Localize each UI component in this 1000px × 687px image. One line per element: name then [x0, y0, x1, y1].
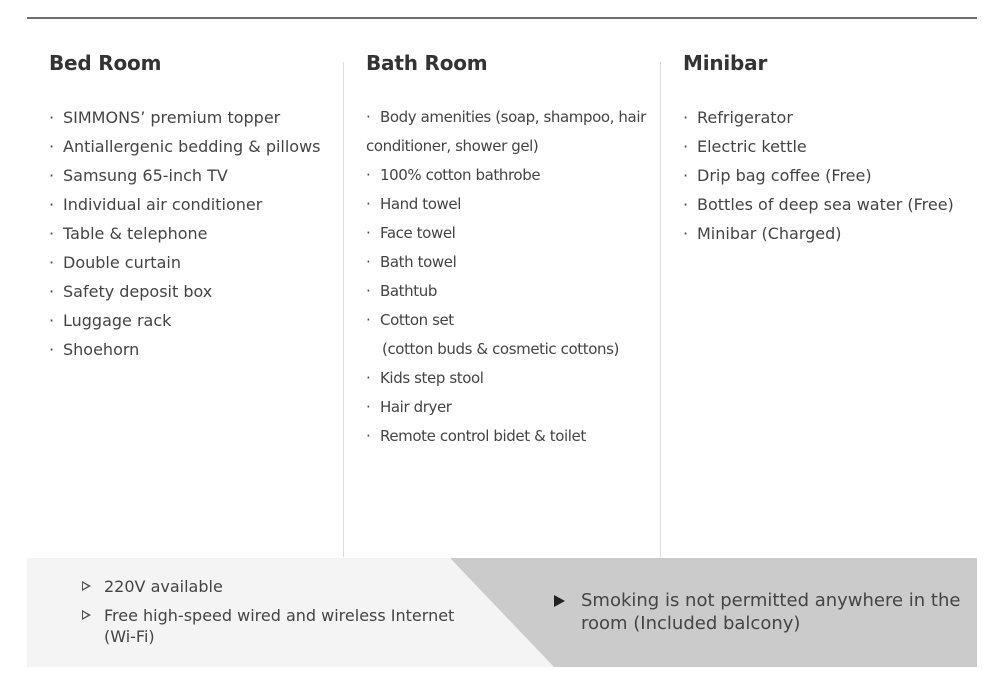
list-item-text: Face towel [380, 224, 456, 242]
bullet-dot: · [49, 195, 55, 214]
list-item-text: SIMMONS’ premium topper [63, 108, 281, 127]
list-item-text: Double curtain [63, 253, 181, 272]
triangle-outline-icon [82, 581, 91, 591]
bullet-dot: · [49, 253, 55, 272]
bullet-dot: · [366, 166, 371, 184]
top-rule [27, 17, 977, 19]
list-item-text: Cotton set [380, 311, 454, 329]
column-divider [660, 62, 661, 557]
bullet-dot: · [49, 108, 55, 127]
bullet-dot: · [366, 195, 371, 213]
minibar-title: Minibar [683, 51, 768, 75]
bath-room-title: Bath Room [366, 51, 488, 75]
list-item [366, 393, 656, 422]
note-item [82, 605, 462, 647]
bullet-dot: · [49, 282, 55, 301]
list-item-text-continued: (cotton buds & cosmetic cottons) [382, 340, 619, 358]
list-item-text: Drip bag coffee (Free) [697, 166, 872, 185]
column-divider [343, 62, 344, 557]
list-item-text: Safety deposit box [63, 282, 213, 301]
list-item [49, 219, 339, 248]
list-item [366, 103, 656, 161]
list-item [683, 219, 977, 248]
bed-room-title: Bed Room [49, 51, 162, 75]
bullet-dot: · [683, 224, 689, 243]
list-item [49, 161, 339, 190]
list-item-text: Shoehorn [63, 340, 140, 359]
note-item-text: Free high-speed wired and wireless Internet (Wi-Fi) [104, 606, 455, 646]
list-item-text: Individual air conditioner [63, 195, 263, 214]
bullet-dot: · [683, 137, 689, 156]
list-item [683, 161, 977, 190]
list-item [366, 422, 656, 451]
list-item [49, 277, 339, 306]
bullet-dot: · [683, 166, 689, 185]
bed-room-list [49, 103, 339, 364]
list-item-text: Body amenities (soap, shampoo, hair [380, 108, 646, 126]
list-item-text: Samsung 65-inch TV [63, 166, 228, 185]
list-item [683, 103, 977, 132]
list-item-text: Bath towel [380, 253, 457, 271]
list-item [366, 306, 656, 364]
bullet-dot: · [366, 427, 371, 445]
bed-room-section [49, 50, 339, 359]
list-item [366, 219, 656, 248]
list-item-text: Table & telephone [63, 224, 208, 243]
list-item-text: Remote control bidet & toilet [380, 427, 586, 445]
list-item [683, 132, 977, 161]
smoking-notice [554, 589, 977, 635]
list-item-text: Electric kettle [697, 137, 807, 156]
list-item-text: Hand towel [380, 195, 461, 213]
minibar-section [683, 50, 977, 243]
bullet-dot: · [366, 253, 371, 271]
list-item-text: Antiallergenic bedding & pillows [63, 137, 321, 156]
list-item [366, 190, 656, 219]
bullet-dot: · [683, 195, 689, 214]
triangle-solid-icon [554, 595, 565, 607]
list-item [49, 335, 339, 364]
bullet-dot: · [683, 108, 689, 127]
bullet-dot: · [366, 311, 371, 329]
bullet-dot: · [49, 224, 55, 243]
bullet-dot: · [366, 369, 371, 387]
bullet-dot: · [366, 398, 371, 416]
bullet-dot: · [49, 137, 55, 156]
list-item-text: Bottles of deep sea water (Free) [697, 195, 954, 214]
notes-band [27, 558, 977, 667]
list-item [366, 364, 656, 393]
notes-list [82, 576, 462, 655]
bath-room-section [366, 50, 656, 445]
smoking-notice-text: Smoking is not permitted anywhere in the room (Included balcony) [581, 590, 961, 634]
note-item-text: 220V available [104, 577, 223, 596]
bullet-dot: · [49, 166, 55, 185]
bullet-dot: · [49, 311, 55, 330]
list-item [366, 248, 656, 277]
list-item [683, 190, 977, 219]
list-item [49, 132, 339, 161]
bath-room-list [366, 103, 656, 451]
bullet-dot: · [366, 108, 371, 126]
list-item-text: Hair dryer [380, 398, 452, 416]
list-item-text: Minibar (Charged) [697, 224, 842, 243]
list-item-text: Luggage rack [63, 311, 172, 330]
list-item-text: 100% cotton bathrobe [380, 166, 541, 184]
list-item-text: Bathtub [380, 282, 437, 300]
list-item [49, 190, 339, 219]
bullet-dot: · [366, 224, 371, 242]
list-item [49, 248, 339, 277]
list-item-text: Kids step stool [380, 369, 484, 387]
bullet-dot: · [49, 340, 55, 359]
bullet-dot: · [366, 282, 371, 300]
triangle-outline-icon [82, 610, 91, 620]
list-item [366, 277, 656, 306]
minibar-list [683, 103, 977, 248]
list-item [366, 161, 656, 190]
list-item-text: Refrigerator [697, 108, 793, 127]
list-item [49, 306, 339, 335]
list-item [49, 103, 339, 132]
note-item [82, 576, 462, 597]
list-item-text-continued: conditioner, shower gel) [366, 137, 539, 155]
